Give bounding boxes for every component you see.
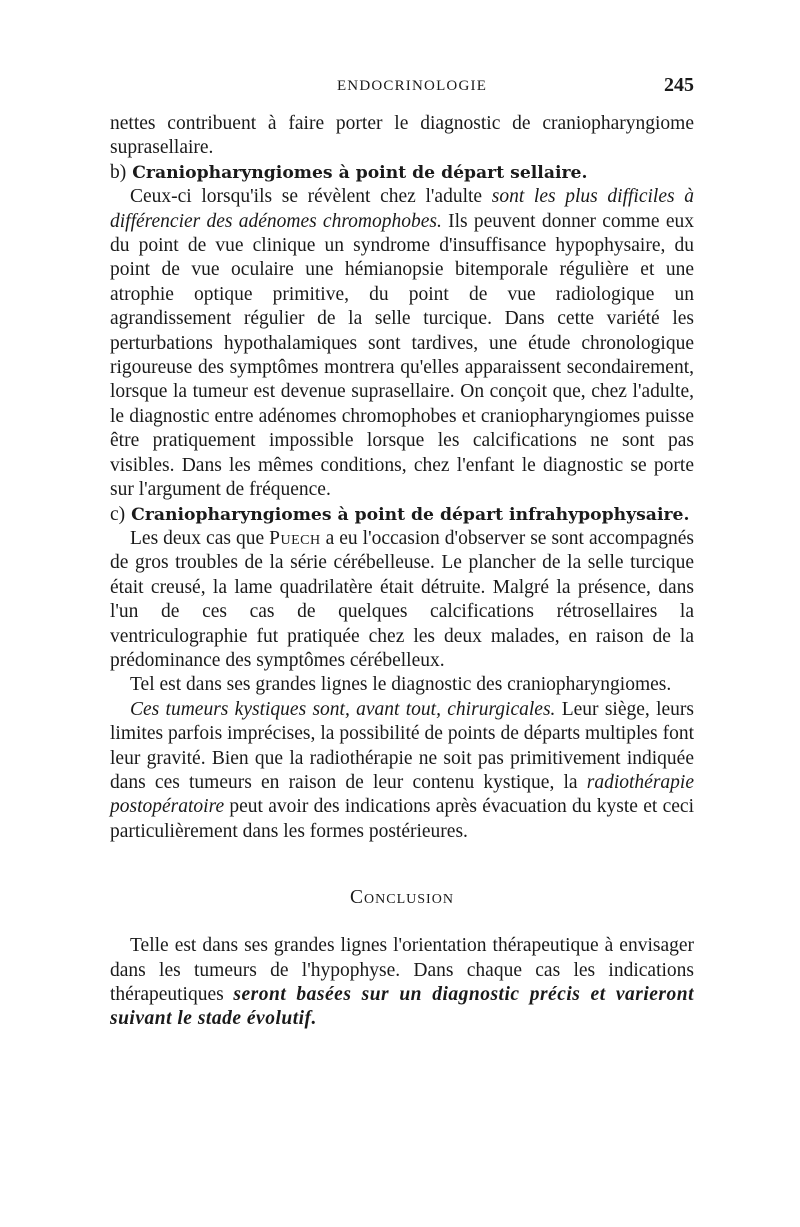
- section-b-heading: [110, 161, 694, 185]
- summary-paragraph: Tel est dans ses grandes lignes le diagnostic des craniopharyngiomes.: [130, 674, 672, 696]
- conclusion-text-emphasis: seront basées sur un diagnostic précis et varieront suivant le stade évolutif.: [110, 984, 694, 1030]
- running-title: ENDOCRINOLOGIE: [336, 78, 488, 94]
- section-b-label: b): [110, 161, 127, 183]
- section-b-paragraph: [110, 185, 694, 502]
- surgical-text-end: peut avoir des indications après évacuation du kyste et ceci particulièrement dans les formes postérieures.: [110, 796, 694, 842]
- section-b-text-italic: sont les plus difficiles à différencier des adénomes chromophobes.: [110, 186, 694, 232]
- surgical-italic-start: Ces tumeurs kystiques sont, avant tout, chirurgicales.: [130, 698, 556, 720]
- paragraph-intro: nettes contribuent à faire porter le diagnostic de craniopharyngiome suprasellaire.: [110, 113, 694, 159]
- section-c-title: Craniopharyngiomes à point de départ infrahypophysaire.: [131, 504, 690, 525]
- section-b-text-start: Ceux-ci lorsqu'ils se révèlent chez l'adulte: [130, 186, 492, 208]
- conclusion-paragraph: [110, 934, 694, 1032]
- conclusion-text-start: Telle est dans ses grandes lignes l'orientation thérapeutique à envisager dans les tumeurs de l'hypophyse. Dans chaque cas les indications thérapeutiques: [110, 935, 694, 1005]
- author-name: Puech: [269, 527, 321, 549]
- section-c-heading: [110, 503, 694, 527]
- section-b-title: Craniopharyngiomes à point de départ sellaire.: [132, 162, 588, 183]
- surgical-paragraph: [110, 698, 694, 844]
- section-c-paragraph: [110, 527, 694, 673]
- surgical-text-middle: Leur siège, leurs limites parfois imprécises, la possibilité de points de départs multiples font leur gravité. Bien que la radiothérapie ne soit pas primitivement indiquée dans ces tumeurs en raison de leur contenu kystique, la: [110, 698, 694, 793]
- conclusion-heading: Conclusion: [350, 887, 454, 909]
- page-number: 245: [664, 74, 694, 96]
- section-c-text-rest: a eu l'occasion d'observer se sont accompagnés de gros troubles de la série cérébelleuse. Le plancher de la selle turcique était creusé, la lame quadrilatère était détruite. Malgré la présence, dans l'un de ces cas de quelques calcifications rétrosellaires la ventriculographie fut pratiquée chez les deux malades, en raison de la prédominance des symptômes cérébelleux.: [110, 527, 694, 671]
- running-head: [110, 74, 694, 102]
- section-c-label: c): [110, 503, 126, 525]
- section-b-text-rest: Ils peuvent donner comme eux du point de vue clinique un syndrome d'insuffisance hypophysaire, du point de vue oculaire une hémianopsie bitemporale régulière et une atrophie optique primitive, du point de vue radiologique un agrandissement régulier de la selle turcique. Dans cette variété les perturbations hypothalamiques sont tardives, une étude chronologique rigoureuse des symptômes montrera qu'elles apparaissent secondairement, lorsque la tumeur est devenue suprasellaire. On conçoit que, chez l'adulte, le diagnostic entre adénomes chromophobes et craniopharyngiomes puisse être pratiquement impossible lorsque les calcifications ne sont pas visibles. Dans les mêmes conditions, chez l'enfant le diagnostic se porte sur l'argument de fréquence.: [110, 210, 694, 501]
- surgical-italic-mid: radiothérapie postopératoire: [110, 771, 694, 818]
- section-c-text-start: Les deux cas que: [130, 527, 270, 549]
